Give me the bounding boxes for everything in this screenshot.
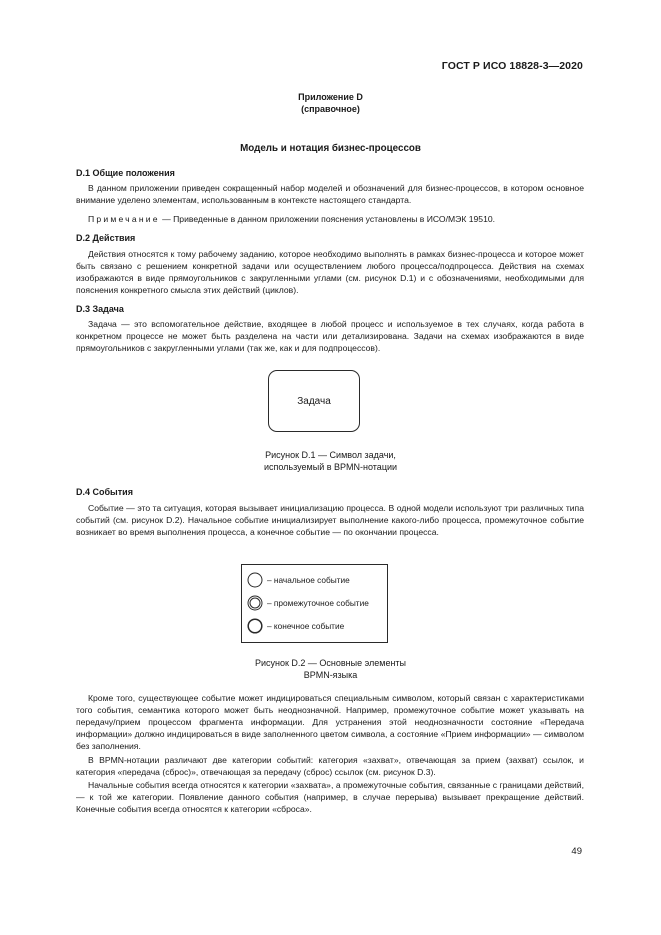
- figure-d1-caption-line2: используемый в BPMN-нотации: [263, 462, 398, 472]
- legend-label: – конечное событие: [267, 621, 345, 631]
- legend-row-end-event: [247, 617, 344, 635]
- section-d4-paragraph-3: В BPMN-нотации различают две категории событий: категория «захват», отвечающая за прием (захват) ссылок, и категория «передача (сброс)», отвечающая за передачу (сброс) ссылок (см. рисунок D.3).: [76, 755, 584, 777]
- bpmn-events-legend: [241, 564, 388, 643]
- figure-d1-caption-line1: Рисунок D.1 — Символ задачи,: [265, 450, 396, 460]
- note-label: Примечание: [88, 214, 160, 224]
- section-d3-paragraph: Задача — это вспомогательное действие, входящее в любой процесс и используемое в тех случаях, когда работа в конкретном процессе не может быть разделена на части или детализирована. Задачи на схемах изображаются в виде прямоугольников с закругленными углами (так же, как и для подпроцессов).: [76, 319, 584, 353]
- note-text: — Приведенные в данном приложении пояснения установлены в ИСО/МЭК 19510.: [159, 214, 496, 224]
- figure-d2-caption-line2: BPMN-языка: [303, 670, 358, 680]
- section-d4-paragraph-2: Кроме того, существующее событие может индицироваться специальным символом, который связан с характеристиками того события, семантика которого может быть неоднозначной. Например, промежуточное событие может указывать на передачу/прием процессом фрагмента информации. Для устранения этой неоднозначности состояние «Передача информации» должно индицироваться в виде заполненного цветом символа, а состояние «Прием информации» — символом без заполнения.: [76, 693, 584, 751]
- page-number: 49: [571, 846, 582, 857]
- thick-circle-icon: [247, 618, 263, 634]
- appendix-title: Приложение D: [298, 92, 363, 102]
- appendix-subtitle: (справочное): [301, 104, 360, 114]
- standard-code: ГОСТ Р ИСО 18828-3—2020: [441, 60, 583, 72]
- legend-row-start-event: [247, 571, 350, 589]
- legend-row-intermediate-event: [247, 594, 369, 612]
- legend-label: – промежуточное событие: [267, 598, 369, 608]
- section-heading-d2: D.2 Действия: [76, 233, 136, 243]
- task-symbol: [268, 370, 360, 432]
- section-d4-paragraph-4: Начальные события всегда относятся к категории «захвата», а промежуточные события, связанные с границами действий, — к той же категории. Появление данного события (например, в случае перерыва) вызывает прекращение действий. Конечные события всегда относятся к категории «сброса».: [76, 780, 584, 814]
- legend-label: – начальное событие: [267, 575, 350, 585]
- double-circle-icon: [247, 595, 263, 611]
- section-d1-paragraph: В данном приложении приведен сокращенный набор моделей и обозначений для бизнес-процессов, в котором основное внимание уделено элементам, использованным в контексте настоящего стандарта.: [76, 183, 584, 205]
- task-symbol-label: Задача: [297, 395, 331, 407]
- section-heading-d3: D.3 Задача: [76, 304, 124, 314]
- note: [88, 214, 495, 224]
- figure-d2-caption-line1: Рисунок D.2 — Основные элементы: [254, 658, 407, 668]
- section-heading-d4: D.4 События: [76, 487, 133, 497]
- single-circle-icon: [247, 572, 263, 588]
- section-heading-d1: D.1 Общие положения: [76, 168, 175, 178]
- section-d2-paragraph: Действия относятся к тому рабочему заданию, которое необходимо выполнять в рамках бизнес-процесса и которое может быть связано с решением конкретной задачи или осуществлением любого процесса/подпроцесса. Действия на схемах изображаются в виде прямоугольников с закругленными углами (см. рисунок D.1) и с обозначениями, необходимыми для пояснения конкретного смысла этих действий (циклов).: [76, 249, 584, 295]
- section-d4-paragraph-1: Событие — это та ситуация, которая вызывает инициализацию процесса. В одной модели используют три различных типа событий (см. рисунок D.2). Начальное событие инициализирует выполнение какого-либо процесса, промежуточное событие возникает во время выполнения процесса, а конечное событие — по окончании процесса.: [76, 503, 584, 537]
- main-title: Модель и нотация бизнес-процессов: [240, 143, 421, 154]
